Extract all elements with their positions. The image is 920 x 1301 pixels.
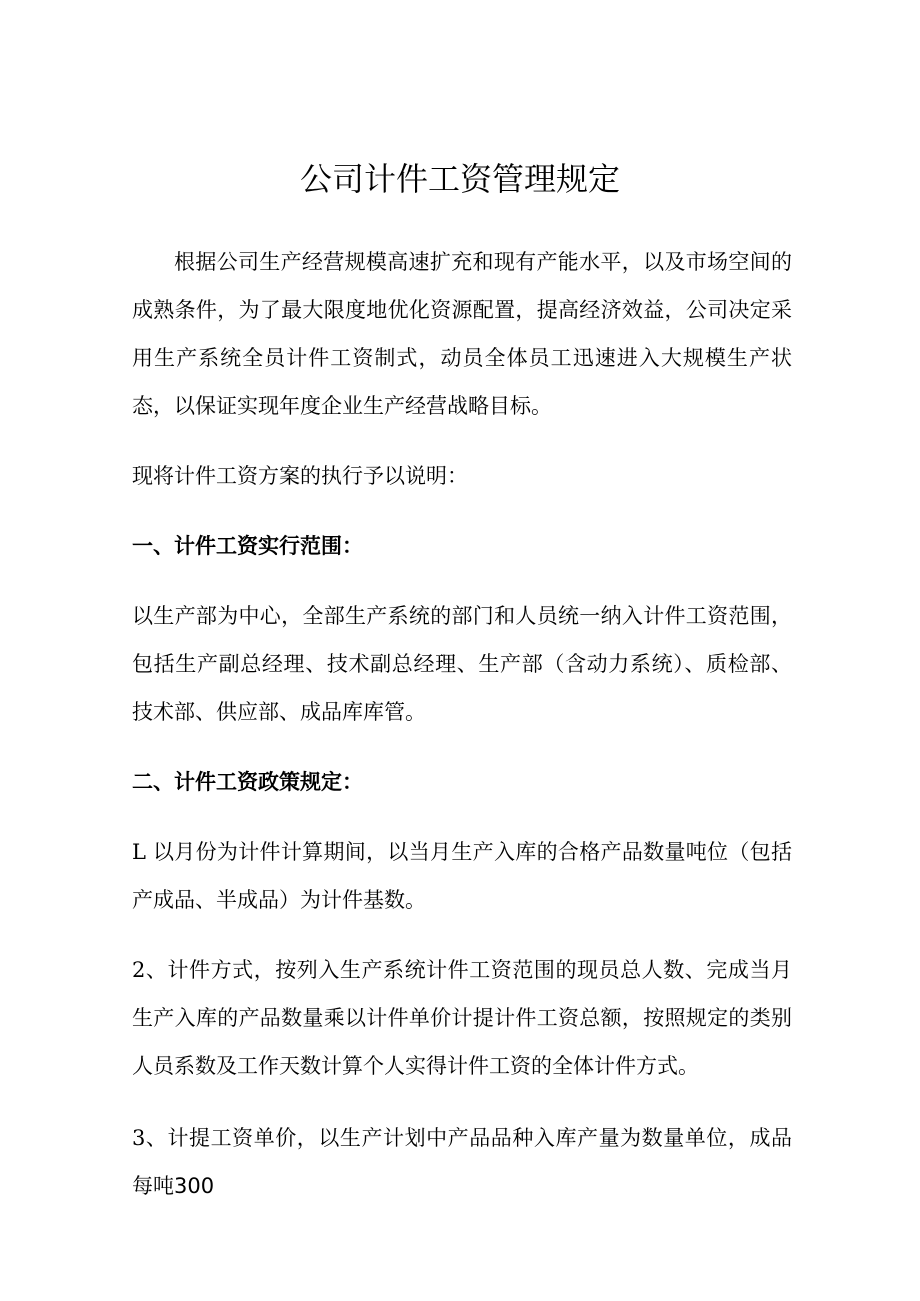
section2-item-1 (132, 828, 792, 924)
section1-heading: 一、计件工资实行范围： (132, 534, 363, 558)
item-number: L (132, 840, 146, 864)
document-title: 公司计件工资管理规定 (299, 160, 620, 198)
item-text: 以月份为计件计算期间，以当月生产入库的合格产品数量吨位（包括产成品、半成品）为计件基数。 (132, 840, 792, 912)
item-text: 、计件方式，按列入生产系统计件工资范围的现员总人数、完成当月生产入库的产品数量乘以计件单价计提计件工资总额，按照规定的类别人员系数及工作天数计算个人实得计件工资的全体计件方式。 (132, 958, 792, 1078)
section2-heading: 二、计件工资政策规定： (132, 770, 363, 794)
section1-body: 以生产部为中心，全部生产系统的部门和人员统一纳入计件工资范围，包括生产副总经理、技术副总经理、生产部（含动力系统）、质检部、技术部、供应部、成品库库管。 (132, 604, 792, 724)
item-number: 2 (132, 958, 146, 982)
item-number: 3 (132, 1126, 146, 1150)
section2-item-2 (132, 946, 792, 1090)
item-text: 、计提工资单价，以生产计划中产品品种入库产量为数量单位，成品每吨300 (132, 1126, 792, 1198)
intro-paragraph: 根据公司生产经营规模高速扩充和现有产能水平，以及市场空间的成熟条件，为了最大限度地优化资源配置，提高经济效益，公司决定采用生产系统全员计件工资制式，动员全体员工迅速进入大规模生产状态，以保证实现年度企业生产经营战略目标。 (132, 250, 792, 418)
lead-paragraph: 现将计件工资方案的执行予以说明： (132, 464, 468, 488)
section2-item-3 (132, 1114, 792, 1210)
